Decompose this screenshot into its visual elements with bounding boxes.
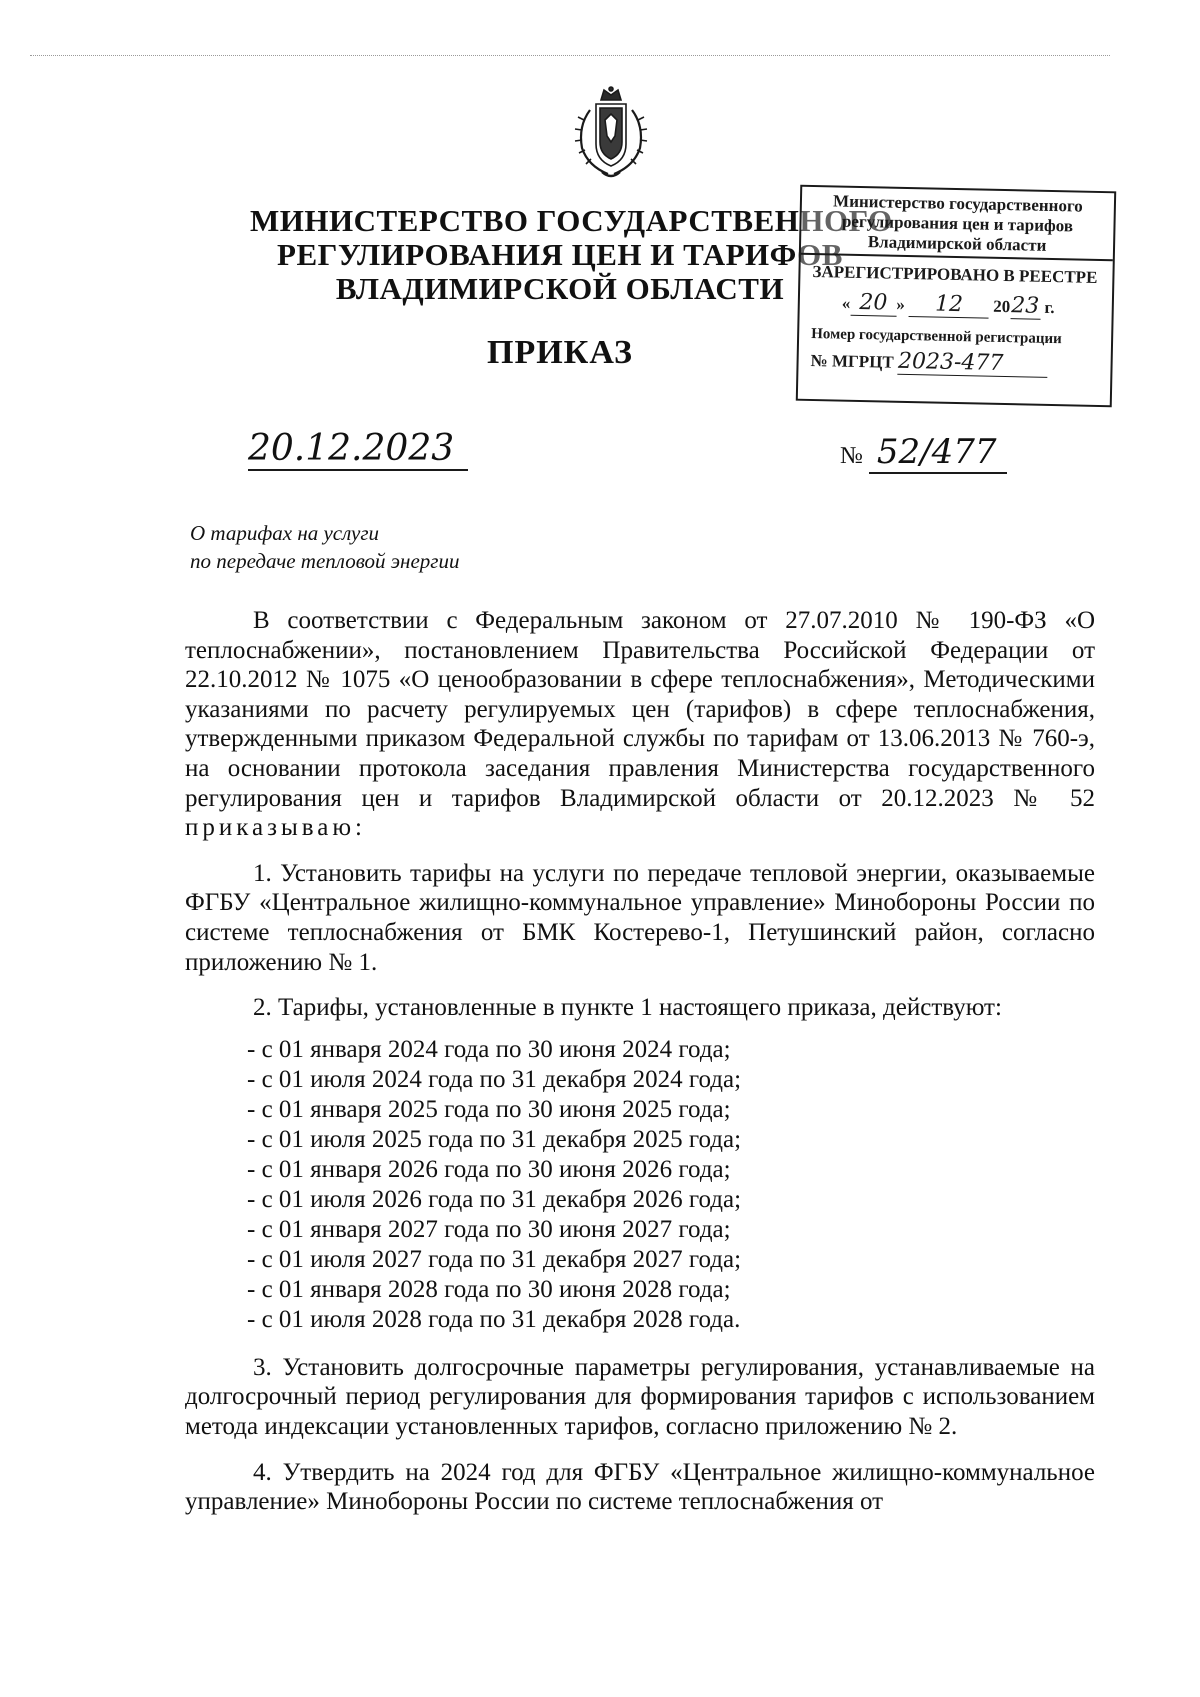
stamp-org-line: регулирования цен и тарифов	[841, 211, 1074, 236]
order-number	[840, 432, 1007, 474]
coat-of-arms-icon	[568, 86, 654, 182]
stamp-day: 20	[850, 290, 897, 317]
order-number-label: №	[840, 443, 863, 469]
list-item: - с 01 января 2028 года по 30 июня 2028 года;	[247, 1275, 1095, 1305]
stamp-regnum-value: 2023-477	[898, 349, 1049, 378]
stamp-org-line: Министерство государственного	[832, 191, 1083, 216]
list-item: - с 01 января 2025 года по 30 июня 2025 года;	[247, 1095, 1095, 1125]
list-item: - с 01 января 2026 года по 30 июня 2026 года;	[247, 1155, 1095, 1185]
list-item: - с 01 июля 2024 года по 31 декабря 2024 года;	[247, 1065, 1095, 1095]
list-item: - с 01 июля 2025 года по 31 декабря 2025 года;	[247, 1125, 1095, 1155]
item-1-paragraph: 1. Установить тарифы на услуги по передаче тепловой энергии, оказываемые ФГБУ «Центральное жилищно-коммунальное управление» Минобороны России по системе теплоснабжения от БМК Костерево-1, Петушинский район, согласно приложению № 1.	[185, 859, 1095, 976]
order-body	[185, 606, 1095, 1533]
stamp-regnum	[798, 347, 1110, 380]
tariff-periods-list	[185, 1035, 1095, 1335]
stamp-regnum-prefix: № МГРЦТ	[810, 350, 894, 372]
list-item: - с 01 июля 2026 года по 31 декабря 2026 года;	[247, 1185, 1095, 1215]
ministry-line: РЕГУЛИРОВАНИЯ ЦЕН И ТАРИФОВ	[277, 237, 843, 272]
document-type-title: ПРИКАЗ	[487, 334, 633, 371]
stamp-registered-label: ЗАРЕГИСТРИРОВАНО В РЕЕСТРЕ	[812, 261, 1098, 287]
preamble-command: приказываю:	[185, 814, 366, 842]
list-item: - с 01 января 2024 года по 30 июня 2024 года;	[247, 1035, 1095, 1065]
scan-edge-noise	[30, 55, 1110, 58]
preamble-paragraph	[185, 606, 1095, 843]
stamp-year-unit: г.	[1044, 297, 1055, 318]
ministry-line: ВЛАДИМИРСКОЙ ОБЛАСТИ	[335, 271, 785, 306]
item-3-paragraph: 3. Установить долгосрочные параметры регулирования, устанавливаемые на долгосрочный период регулирования для формирования тарифов с использованием метода индексации установленных тарифов, согласно приложению № 2.	[185, 1353, 1095, 1440]
list-item: - с 01 июля 2028 года по 31 декабря 2028 года.	[247, 1305, 1095, 1335]
stamp-date: « 20 » 12 2023 г.	[841, 289, 1055, 319]
item-4-paragraph: 4. Утвердить на 2024 год для ФГБУ «Центральное жилищно-коммунальное управление» Минобороны России по системе теплоснабжения от	[185, 1458, 1095, 1516]
stamp-regnum-label: Номер государственной регистрации	[811, 325, 1062, 348]
stamp-organization	[801, 187, 1114, 262]
list-item: - с 01 января 2027 года по 30 июня 2027 года;	[247, 1215, 1095, 1245]
order-date: 20.12.2023	[248, 428, 468, 471]
stamp-org-line: Владимирской области	[867, 232, 1047, 255]
item-2-paragraph: 2. Тарифы, установленные в пункте 1 настоящего приказа, действуют:	[253, 994, 1002, 1022]
stamp-year-suffix: 23	[1011, 293, 1040, 319]
subject-line: по передаче тепловой энергии	[190, 549, 460, 573]
ministry-line: МИНИСТЕРСТВО ГОСУДАРСТВЕННОГО	[250, 203, 893, 238]
stamp-month: 12	[909, 291, 990, 319]
order-number-value: 52/477	[869, 432, 1007, 474]
subject-line: О тарифах на услуги	[190, 521, 380, 545]
preamble-text: В соответствии с Федеральным законом от 27.07.2010 № 190-ФЗ «О теплоснабжении», постановлением Правительства Российской Федерации от 22.10.2012 № 1075 «О ценообразовании в сфере теплоснабжения», Методическими указаниями по расчету регулируемых цен (тарифов) в сфере теплоснабжения, утвержденными приказом Федеральной службы по тарифам от 13.06.2013 № 760-э, на основании протокола заседания правления Министерства государственного регулирования цен и тарифов Владимирской области от 20.12.2023 № 52	[185, 607, 1095, 812]
list-item: - с 01 июля 2027 года по 31 декабря 2027 года;	[247, 1245, 1095, 1275]
order-subject	[190, 519, 459, 575]
registration-stamp	[796, 185, 1116, 408]
stamp-year-prefix: 20	[993, 296, 1011, 317]
